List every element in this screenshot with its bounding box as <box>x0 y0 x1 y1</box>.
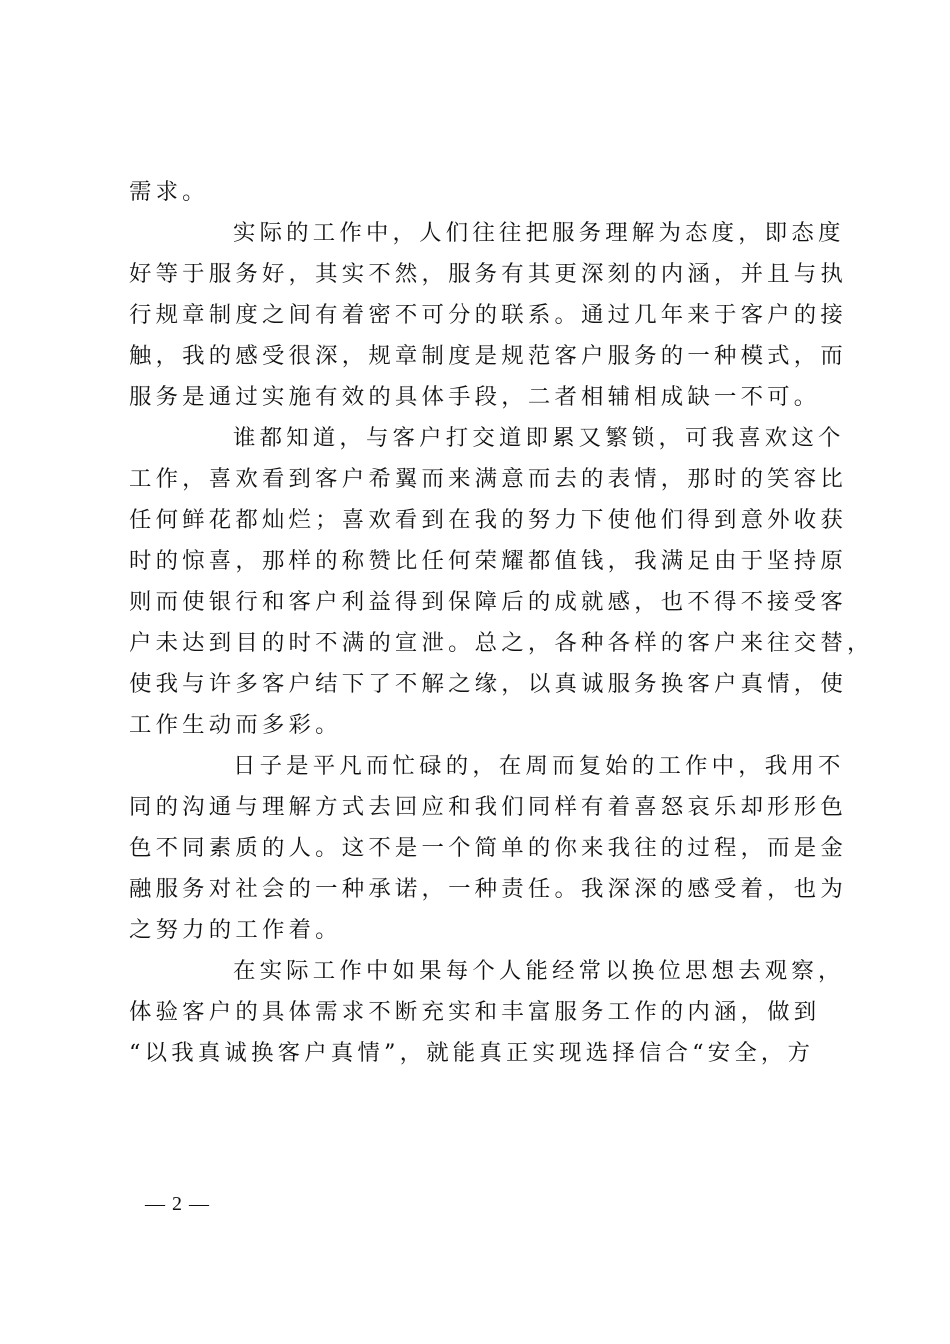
text-line: 任何鲜花都灿烂；喜欢看到在我的努力下使他们得到意外收获 <box>129 507 847 533</box>
text-line: 工作生动而多彩。 <box>129 712 342 738</box>
text-line: 同的沟通与理解方式去回应和我们同样有着喜怒哀乐却形形色 <box>129 794 847 820</box>
text-line: 体验客户的具体需求不断充实和丰富服务工作的内涵，做到 <box>129 999 821 1025</box>
page-number: — 2 — <box>145 1193 210 1215</box>
text-line: 行规章制度之间有着密不可分的联系。通过几年来于客户的接 <box>129 302 847 328</box>
text-line: 则而使银行和客户利益得到保障后的成就感，也不得不接受客 <box>129 589 847 615</box>
text-line: 服务是通过实施有效的具体手段，二者相辅相成缺一不可。 <box>129 384 821 410</box>
text-line: 融服务对社会的一种承诺，一种责任。我深深的感受着，也为 <box>129 876 847 902</box>
text-line: 日子是平凡而忙碌的，在周而复始的工作中，我用不 <box>233 753 845 779</box>
text-line: 时的惊喜，那样的称赞比任何荣耀都值钱，我满足由于坚持原 <box>129 548 847 574</box>
text-line: 工作，喜欢看到客户希翼而来满意而去的表情，那时的笑容比 <box>129 466 847 492</box>
body-text <box>129 172 874 1074</box>
text-line: “以我真诚换客户真情”，就能真正实现选择信合“安全，方 <box>129 1040 815 1066</box>
text-line: 实际的工作中，人们往往把服务理解为态度，即态度 <box>233 220 845 246</box>
text-line: 之努力的工作着。 <box>129 917 342 943</box>
text-line: 触，我的感受很深，规章制度是规范客户服务的一种模式，而 <box>129 343 847 369</box>
text-line: 色不同素质的人。这不是一个简单的你来我往的过程，而是金 <box>129 835 847 861</box>
text-line: 在实际工作中如果每个人能经常以换位思想去观察， <box>233 958 845 984</box>
text-line: 户未达到目的时不满的宣泄。总之，各种各样的客户来往交替， <box>129 630 874 656</box>
text-line: 使我与许多客户结下了不解之缘，以真诚服务换客户真情，使 <box>129 671 847 697</box>
text-line: 需求。 <box>129 179 209 205</box>
text-line: 好等于服务好，其实不然，服务有其更深刻的内涵，并且与执 <box>129 261 847 287</box>
text-line: 谁都知道，与客户打交道即累又繁锁，可我喜欢这个 <box>233 425 845 451</box>
